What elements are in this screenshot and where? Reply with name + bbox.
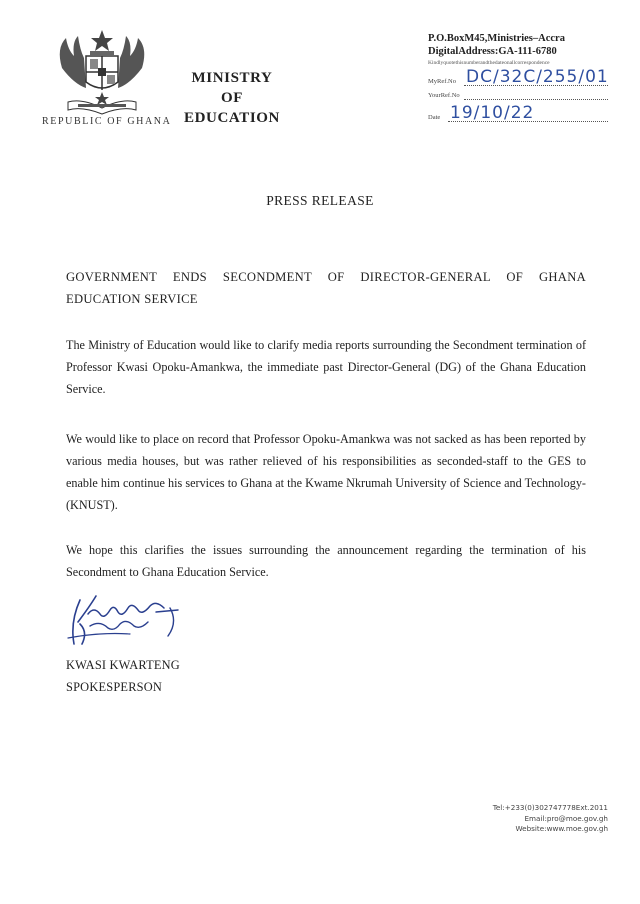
footer-website[interactable]: Website:www.moe.gov.gh — [515, 824, 608, 833]
quote-note: Kindlyquotethisnumberandthedateonallcorrespondence — [428, 60, 550, 66]
footer-tel: Tel:+233(0)302747778Ext.2011 — [492, 803, 608, 812]
paragraph-2: We would like to place on record that Professor Opoku-Amankwa was not sacked as has been reported by various media houses, but was rather relieved of his responsibilities as seconded-staff to the GES to enable him continue his services to Ghana at the Kwame Nkrumah University of Science and Technology-(KNUST). — [66, 432, 586, 512]
paragraph-1: The Ministry of Education would like to clarify media reports surrounding the Secondment termination of Professor Kwasi Opoku-Amankwa, the immediate past Director-General (DG) of the Ghana Education Service. — [66, 338, 586, 396]
ministry-line-2: OF — [220, 90, 244, 106]
ministry-name — [172, 68, 292, 128]
date-row — [428, 103, 628, 125]
your-ref-row — [428, 89, 628, 103]
footer-email[interactable]: Email:pro@moe.gov.gh — [524, 813, 608, 823]
your-ref-line — [464, 99, 608, 100]
signature-icon — [60, 592, 200, 650]
signatory-block — [66, 654, 180, 698]
my-ref-value: DC/32C/255/01 — [466, 67, 609, 87]
my-ref-row — [428, 67, 628, 89]
address-block — [428, 32, 628, 125]
headline: GOVERNMENT ENDS SECONDMENT OF DIRECTOR-GENERAL OF GHANA EDUCATION SERVICE — [66, 270, 586, 306]
ministry-line-3: EDUCATION — [184, 110, 280, 126]
signatory-title: SPOKESPERSON — [66, 680, 163, 694]
paragraph-3: We hope this clarifies the issues surrounding the announcement regarding the termination of his Secondment to Ghana Education Service. — [66, 543, 586, 579]
date-value: 19/10/22 — [450, 103, 535, 123]
your-ref-label: YourRef.No — [428, 92, 460, 99]
ghana-coat-of-arms-icon — [52, 28, 152, 116]
digital-address: DigitalAddress:GA-111-6780 — [428, 46, 557, 57]
my-ref-label: MyRef.No — [428, 78, 456, 85]
ministry-line-1: MINISTRY — [191, 70, 273, 86]
contact-footer — [388, 803, 608, 835]
republic-of-ghana-label: REPUBLIC OF GHANA — [42, 116, 172, 127]
signatory-name: KWASI KWARTENG — [66, 658, 180, 672]
date-label: Date — [428, 114, 441, 121]
press-release-title: PRESS RELEASE — [266, 193, 374, 208]
po-box: P.O.BoxM45,Ministries–Accra — [428, 33, 565, 44]
